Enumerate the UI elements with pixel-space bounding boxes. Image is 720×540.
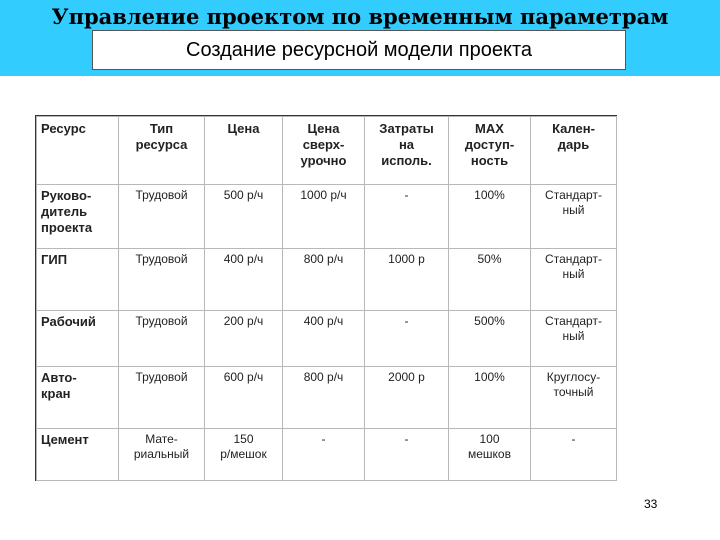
table-cell: Стандарт- ный [531,311,617,367]
resource-name-cell: Рабочий [37,311,119,367]
table-cell: 50% [449,249,531,311]
table-cell: 2000 р [365,367,449,429]
table-cell: Мате- риальный [119,429,205,481]
table-cell: 1000 р/ч [283,185,365,249]
table-cell: 150 р/мешок [205,429,283,481]
header-cell: Тип ресурса [119,117,205,185]
table-cell: Трудовой [119,367,205,429]
resource-name-cell: ГИП [37,249,119,311]
header-cell: Затраты на исполь. [365,117,449,185]
header-cell: Цена сверх- урочно [283,117,365,185]
table-cell: Трудовой [119,185,205,249]
resource-table [35,115,617,481]
resource-name-cell: Авто- кран [37,367,119,429]
table-cell: 800 р/ч [283,367,365,429]
resource-name-cell: Руково- дитель проекта [37,185,119,249]
table-cell: Круглосу- точный [531,367,617,429]
table-cell: 600 р/ч [205,367,283,429]
table-cell: 100 мешков [449,429,531,481]
header-cell: MAX доступ- ность [449,117,531,185]
table-row [37,429,617,481]
table-cell: - [531,429,617,481]
table-cell: 200 р/ч [205,311,283,367]
table-cell: 800 р/ч [283,249,365,311]
page-number: 33 [644,497,658,511]
table-cell: Трудовой [119,249,205,311]
table-cell: 500% [449,311,531,367]
table-cell: 100% [449,185,531,249]
table-cell: 400 р/ч [283,311,365,367]
table-cell: - [365,311,449,367]
table-header-row [37,117,617,185]
table-cell: Трудовой [119,311,205,367]
table-cell: Стандарт- ный [531,185,617,249]
table-cell: Стандарт- ный [531,249,617,311]
resource-name-cell: Цемент [37,429,119,481]
header-cell: Кален- дарь [531,117,617,185]
slide-subtitle: Создание ресурсной модели проекта [92,30,626,70]
table-row [37,249,617,311]
table-cell: 1000 р [365,249,449,311]
table-cell: 500 р/ч [205,185,283,249]
table-cell: - [365,185,449,249]
table-cell: 400 р/ч [205,249,283,311]
table-row [37,185,617,249]
slide-title: Управление проектом по временным параметрам [51,4,669,29]
table-row [37,367,617,429]
header-cell: Цена [205,117,283,185]
table-row [37,311,617,367]
table-cell: 100% [449,367,531,429]
header-cell: Ресурс [37,117,119,185]
table-cell: - [283,429,365,481]
table-cell: - [365,429,449,481]
